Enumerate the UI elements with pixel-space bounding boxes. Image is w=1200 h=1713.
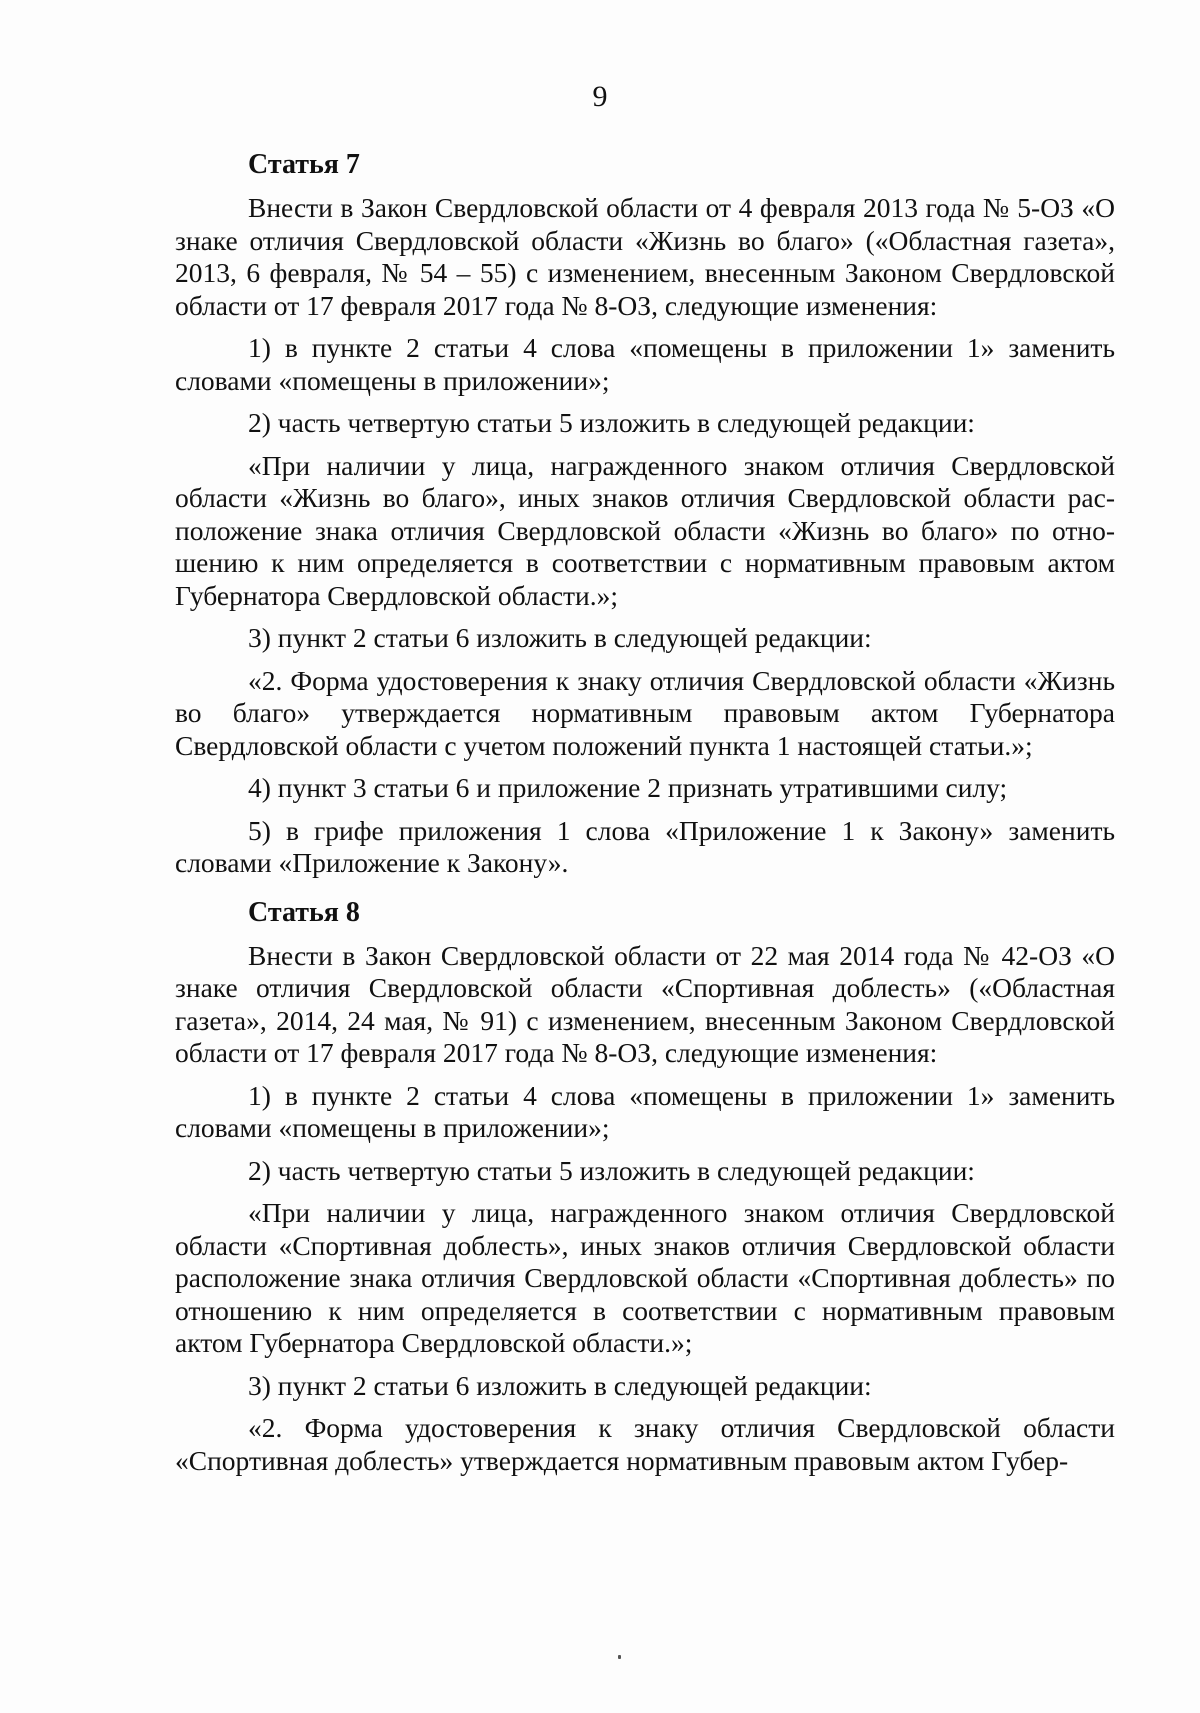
article-paragraph: «2. Форма удостоверения к знаку отличия Свердловской области «Спортивная доблесть» утверждается нормативным правовым актом Губер- [175, 1412, 1115, 1476]
document-body [175, 148, 1115, 1487]
article-paragraph: «При наличии у лица, награжденного знаком отличия Свердловской области «Жизнь во благо», иных знаков отличия Свердловской области расположение знака отличия Свердловской области «Жизнь во благо» по отношению к ним определяется в соответствии с нормативным правовым актом Губернатора Свердловской области.»; [175, 449, 1115, 611]
article-7 [175, 148, 1115, 880]
article-paragraph: «При наличии у лица, награжденного знаком отличия Свердловской области «Спортивная доблесть», иных знаков отличия Свердловской области расположение знака отличия Свердловской области «Спортивная доблесть» по отношению к ним определяется в соответствии с нормативным правовым актом Губернатора Свердловской области.»; [175, 1197, 1115, 1358]
article-paragraph: Внести в Закон Свердловской области от 4 февраля 2013 года № 5-ОЗ «О знаке отличия Свердловской области «Жизнь во благо» («Областная газета», 2013, 6 февраля, № 54 – 55) с изменением, внесенным Законом Свердловской области от 17 февраля 2017 года № 8-ОЗ, следующие изменения: [175, 192, 1115, 321]
article-paragraph: «2. Форма удостоверения к знаку отличия Свердловской области «Жизнь во благо» утверждается нормативным правовым актом Губернатора Свердловской области с учетом положений пункта 1 настоящей статьи.»; [175, 664, 1115, 761]
article-paragraph: 2) часть четвертую статьи 5 изложить в следующей редакции: [248, 1154, 975, 1186]
page-number: 9 [592, 80, 608, 113]
article-paragraph: 3) пункт 2 статьи 6 изложить в следующей редакции: [248, 622, 872, 653]
article-paragraph: 5) в грифе приложения 1 слова «Приложение 1 к Закону» заменить словами «Приложение к Закону». [175, 814, 1115, 878]
article-paragraph: 1) в пункте 2 статьи 4 слова «помещены в приложении 1» заменить словами «помещены в приложении»; [175, 1079, 1115, 1143]
article-paragraph: Внести в Закон Свердловской области от 22 мая 2014 года № 42-ОЗ «О знаке отличия Свердловской области «Спортивная доблесть» («Областная газета», 2014, 24 мая, № 91) с изменением, внесенным Законом Свердловской области от 17 февраля 2017 года № 8-ОЗ, следующие изменения: [175, 939, 1115, 1068]
article-heading: Статья 7 [248, 149, 360, 180]
article-8 [175, 896, 1115, 1478]
article-paragraph: 3) пункт 2 статьи 6 изложить в следующей редакции: [248, 1369, 872, 1401]
article-paragraph: 2) часть четвертую статьи 5 изложить в следующей редакции: [248, 407, 975, 438]
article-paragraph: 4) пункт 3 статьи 6 и приложение 2 признать утратившими силу; [248, 772, 1008, 803]
article-paragraph: 1) в пункте 2 статьи 4 слова «помещены в приложении 1» заменить словами «помещены в приложении»; [175, 332, 1115, 396]
article-heading: Статья 8 [248, 896, 360, 928]
scan-speck [618, 1655, 621, 1659]
